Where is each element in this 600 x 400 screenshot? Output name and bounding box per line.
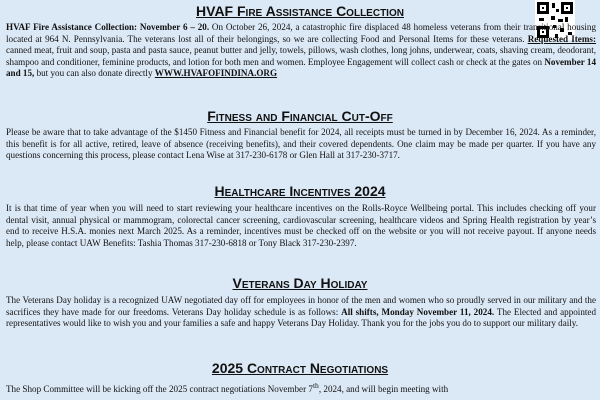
collection-dates: November 14 and 15, [6, 56, 597, 79]
fire-text-3: but you can also donate directly [34, 68, 155, 79]
veterans-text-2: The Elected and appointed representatives would like to wish you and your families a safe and happy Veterans Day Holiday. Thank you for the jobs you do to support our military daily. [6, 306, 596, 329]
fitness-financial-text: Please be aware that to take advantage of the $1450 Fitness and Financial benefit for 2024, all receipts must be turned in by December 16, 2024. As a reminder, this benefit is for all active, retired, leave of absence (receiving benefits), and their covered dependents. One claim may be made per quarter. If you have any questions concerning this process, please contact Lena Wise at 317-230-6178 or Glen Hall at 317-230-3717. [6, 127, 596, 161]
contract-text-1: The Shop Committee will be kicking off the 2025 contract negotiations November 7 [6, 384, 313, 395]
holiday-schedule: All shifts, Monday November 11, 2024. [341, 306, 495, 317]
veterans-day-text [6, 295, 596, 330]
ordinal-suffix: th [312, 381, 319, 390]
veterans-text-1: The Veterans Day holiday is a recognized UAW negotiated day off for employees in honor of the men and women who so proudly served in our military and the sacrifices they have made for our freedoms. Veterans Day holiday schedule is as follows: [6, 295, 596, 317]
hvaf-website-link[interactable]: WWW.HVAFOFINDINA.ORG [154, 68, 278, 79]
contract-negotiations-heading: 2025 Contract Negotiations [211, 360, 389, 376]
fire-assistance-text [6, 22, 596, 80]
veterans-day-heading: Veterans Day Holiday [232, 275, 368, 291]
fire-text-1: On October 26, 2024, a catastrophic fire displaced 48 homeless veterans from their transitional housing located at 964 N. Pennsylvania. The veterans lost all of their belongings, so we are collecting Food and Personal Items for these veterans. [6, 22, 596, 44]
contract-negotiations-text [6, 380, 596, 396]
fire-assistance-heading: HVAF Fire Assistance Collection [196, 3, 404, 19]
fitness-financial-heading: Fitness and Financial Cut-Off [207, 108, 393, 124]
healthcare-incentives-text: It is that time of year when you will need to start reviewing your healthcare incentives on the Rolls-Royce Wellbeing portal. This includes checking off your dental visit, annual physical or mammogram, colorectal cancer screening, cardiovascular screening, healthcare videos and Spring Health registration by year’s end to receive H.S.A. monies next March 2025. As a reminder, incentives must be checked off on the website or you will not receive payout. If anyone needs help, please contact UAW Benefits: Tashia Thomas 317-230-6818 or Tony Black 317-230-2397. [6, 203, 596, 248]
fire-text-2: canned meat, fruit and soup, pasta and pasta sauce, peanut butter and jelly, towels, pillows, wash clothes, long johns, underwear, coats, shaving cream, deodorant, shampoo and conditioner, feminine products, and lotion for both men and women. Employee Engagement will collect cash or check at the gates on [6, 45, 596, 67]
fire-lead: HVAF Fire Assistance Collection: November 6 – 20. [6, 22, 210, 32]
requested-items-label: Requested Items: [527, 33, 596, 44]
healthcare-incentives-heading: Healthcare Incentives 2024 [214, 183, 386, 199]
contract-text-2: , 2024, and will begin meeting with [318, 384, 449, 395]
